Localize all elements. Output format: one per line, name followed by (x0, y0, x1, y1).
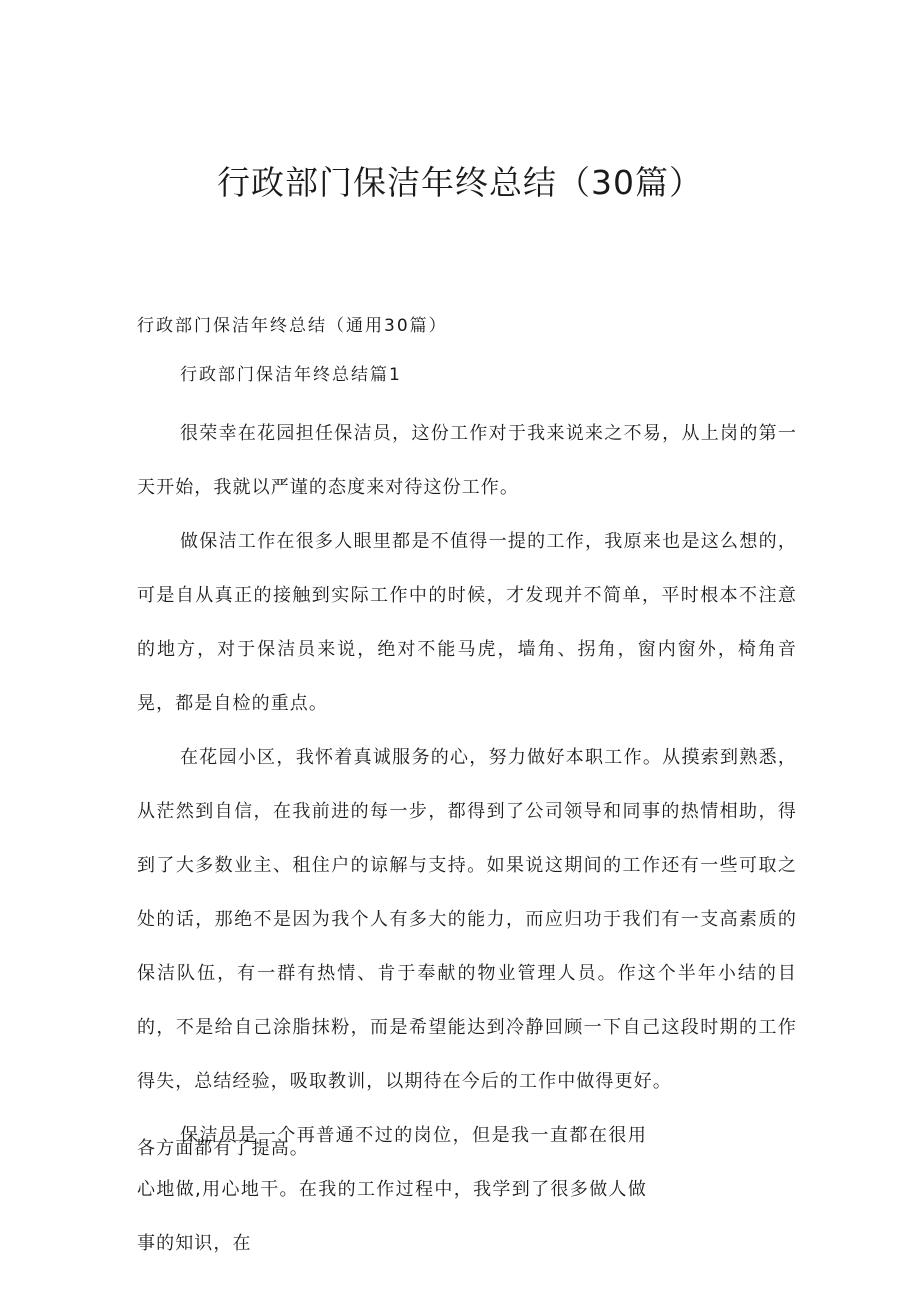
document-subtitle: 行政部门保洁年终总结（通用30篇） (137, 316, 448, 336)
document-title: 行政部门保洁年终总结（30篇） (217, 163, 703, 202)
paragraph: 保洁员是一个再普通不过的岗位，但是我一直都在很用心地做,用心地干。在我的工作过程中，我学到了很多做人做事的知识，在 (137, 1125, 647, 1254)
paragraph: 很荣幸在花园担任保洁员，这份工作对于我来说来之不易，从上岗的第一天开始，我就以严谨的态度来对待这份工作。 (137, 423, 797, 498)
section-heading: 行政部门保洁年终总结篇1 (180, 365, 402, 385)
trailing-line: 各方面都有了提高。 (137, 1138, 309, 1159)
paragraph: 在花园小区，我怀着真诚服务的心，努力做好本职工作。从摸索到熟悉，从茫然到自信，在我前进的每一步，都得到了公司领导和同事的热情相助，得到了大多数业主、租住户的谅解与支持。如果说这期间的工作还有一些可取之处的话，那绝不是因为我个人有多大的能力，而应归功于我们有一支高素质的保洁队伍，有一群有热情、肯于奉献的物业管理人员。作这个半年小结的目的，不是给自己涂脂抹粉，而是希望能达到冷静回顾一下自己这段时期的工作得失，总结经验，吸取教训，以期待在今后的工作中做得更好。 (137, 747, 797, 1092)
paragraph: 做保洁工作在很多人眼里都是不值得一提的工作，我原来也是这么想的，可是自从真正的接触到实际工作中的时候，才发现并不简单，平时根本不注意的地方，对于保洁员来说，绝对不能马虎，墙角、拐角，窗内窗外，椅角音晃，都是自检的重点。 (137, 531, 797, 714)
